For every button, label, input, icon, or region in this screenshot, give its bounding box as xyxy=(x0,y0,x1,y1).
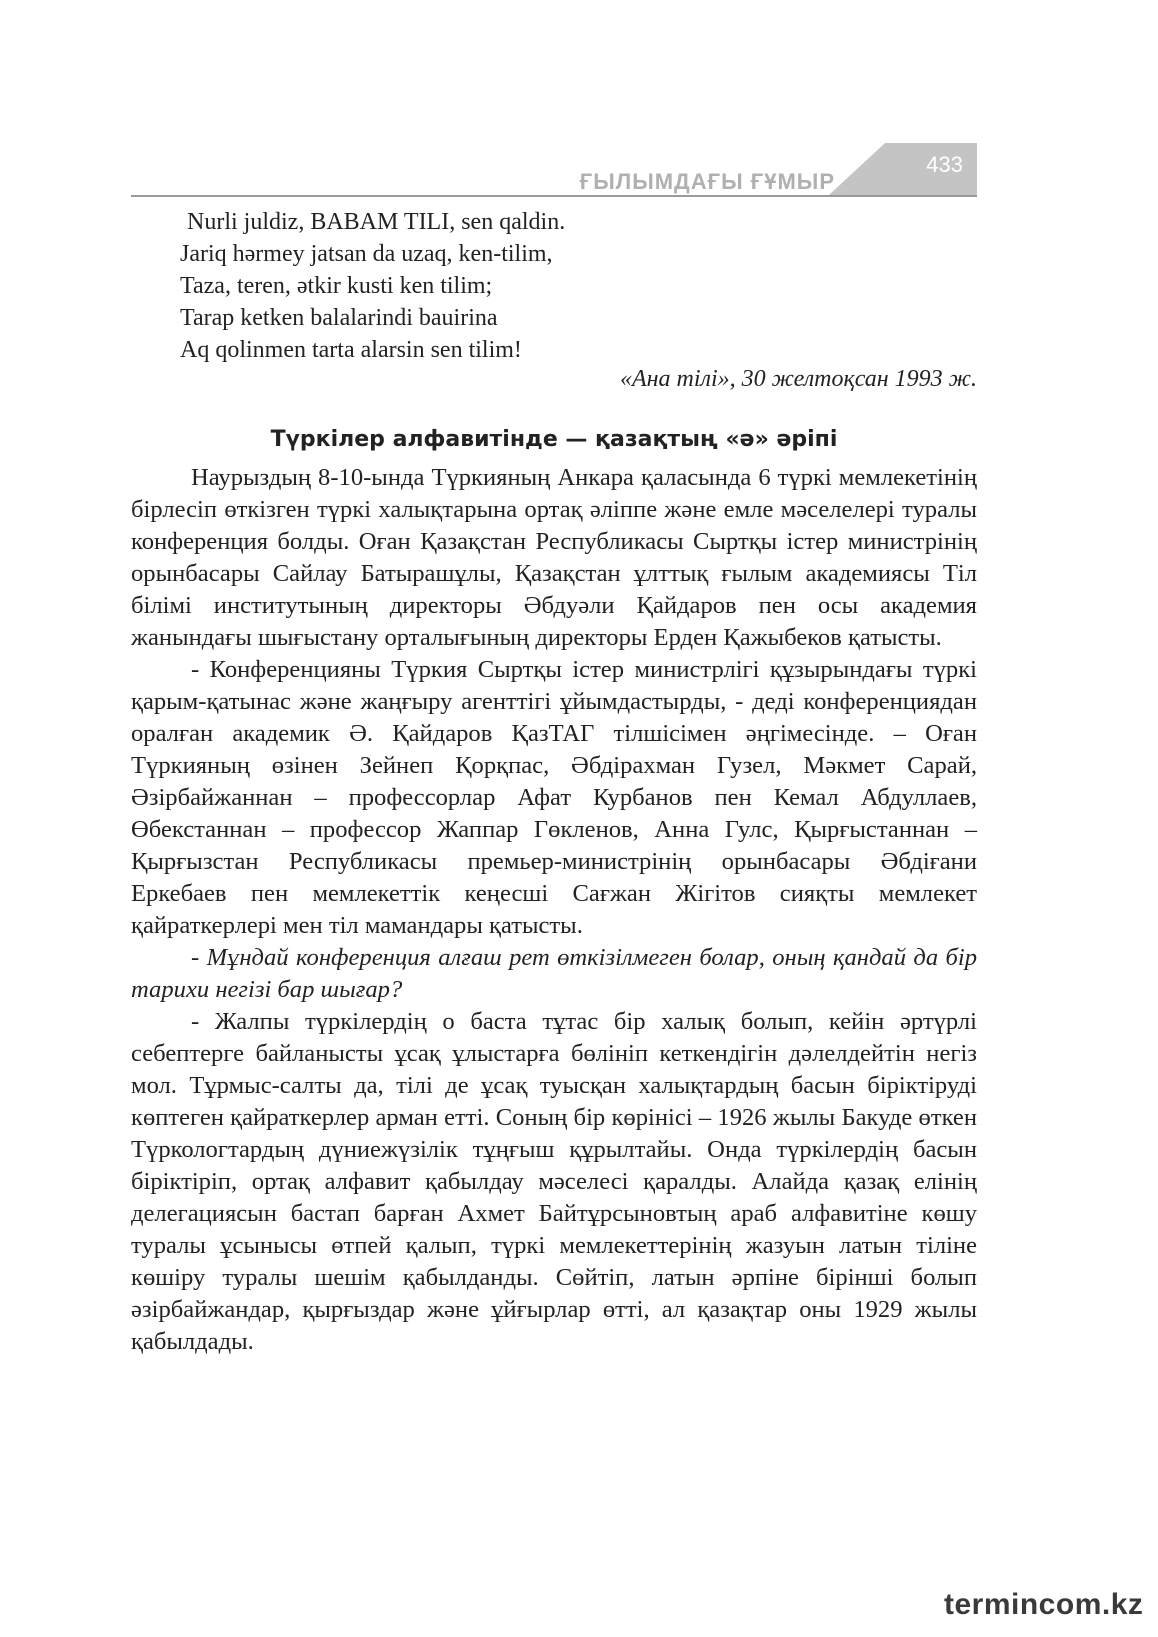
header-rule xyxy=(131,195,977,197)
page-number: 433 xyxy=(926,152,963,177)
interview-question: - Мұндай конференция алғаш рет өткізілмеген болар, оның қандай да бір тарихи негізі бар шығар? xyxy=(131,944,977,1003)
poem xyxy=(180,206,565,366)
poem-line: Aq qolinmen tarta alarsin sen tilim! xyxy=(180,337,522,363)
paragraph: Наурыздың 8-10-ында Түркияның Анкара қаласында 6 түркі мемлекетінің бірлесіп өткізген түркі халықтарына ортақ әліппе және емле мәселелері туралы конференция болды. Оған Қазақстан Республикасы Сыртқы істер министрінің орынбасары Сайлау Батырашұлы, Қазақстан ұлттық ғылым академиясы Тіл білімі институтының директоры Әбдуәли Қайдаров пен осы академия жанындағы шығыстану орталығының директоры Ерден Қажыбеков қатысты. xyxy=(131,464,977,651)
paragraph: - Жалпы түркілердің о баста тұтас бір халық болып, кейін әртүрлі себептерге байланысты ұсақ ұлыстарға бөлініп кеткендігін дәлелдейтін негіз мол. Тұрмыс-салты да, тілі де ұсақ туысқан халықтардың басын біріктіруді көптеген қайраткерлер арман етті. Соның бір көрінісі – 1926 жылы Бакуде өткен Түркологтардың дүниежүзілік тұңғыш құрылтайы. Онда түркілердің басын біріктіріп, ортақ алфавит қабылдау мәселесі қаралды. Алайда қазақ елінің делегациясын бастап барған Ахмет Байтұрсыновтың араб алфавитіне көшу туралы ұсынысы өтпей қалып, түркі мемлекеттерінің жазуын латын тіліне көшіру туралы шешім қабылданды. Сөйтіп, латын әрпіне бірінші болып әзірбайжандар, қырғыздар және ұйғырлар өтті, ал қазақтар оны 1929 жылы қабылдады. xyxy=(131,1008,977,1355)
watermark-text: termincom.kz xyxy=(944,1588,1144,1621)
poem-line: Nurli juldiz, BABAM TILI, sen qaldin. xyxy=(187,209,566,235)
poem-source: «Ана тілі», 30 желтоқсан 1993 ж. xyxy=(619,366,977,392)
poem-line: Tarap ketken balalarindi bauirina xyxy=(180,305,498,331)
running-header xyxy=(131,143,977,199)
page-number-tab xyxy=(829,143,977,195)
article-body xyxy=(131,462,977,1358)
site-watermark xyxy=(944,1584,1144,1628)
article-title: Түркілер алфавитінде — қазақтың «ә» әріпі xyxy=(270,427,838,452)
poem-line: Jariq hərmey jatsan da uzaq, ken-tilim, xyxy=(180,241,553,267)
paragraph: - Конференцияны Түркия Сыртқы істер министрлігі құзырындағы түркі қарым-қатынас және жаңғыру агенттігі ұйымдастырды, - деді конференциядан оралған академик Ә. Қайдаров ҚазТАГ тілшісімен әңгімесінде. – Оған Түркияның өзінен Зейнеп Қорқпас, Әбдірахман Гузел, Мәкмет Сарай, Әзірбайжаннан – профессорлар Афат Курбанов пен Кемал Абдуллаев, Өбекстаннан – профессор Жаппар Гөкленов, Анна Гулс, Қырғыстаннан – Қырғызстан Республикасы премьер-министрінің орынбасары Әбдіғани Еркебаев пен мемлекеттік кеңесші Сағжан Жігітов сияқты мемлекет қайраткерлері мен тіл мамандары қатысты. xyxy=(131,656,977,939)
poem-line: Taza, teren, ətkir kusti ken tilim; xyxy=(180,273,493,299)
section-title: ҒЫЛЫМДАҒЫ ҒҰМЫР xyxy=(579,169,835,194)
